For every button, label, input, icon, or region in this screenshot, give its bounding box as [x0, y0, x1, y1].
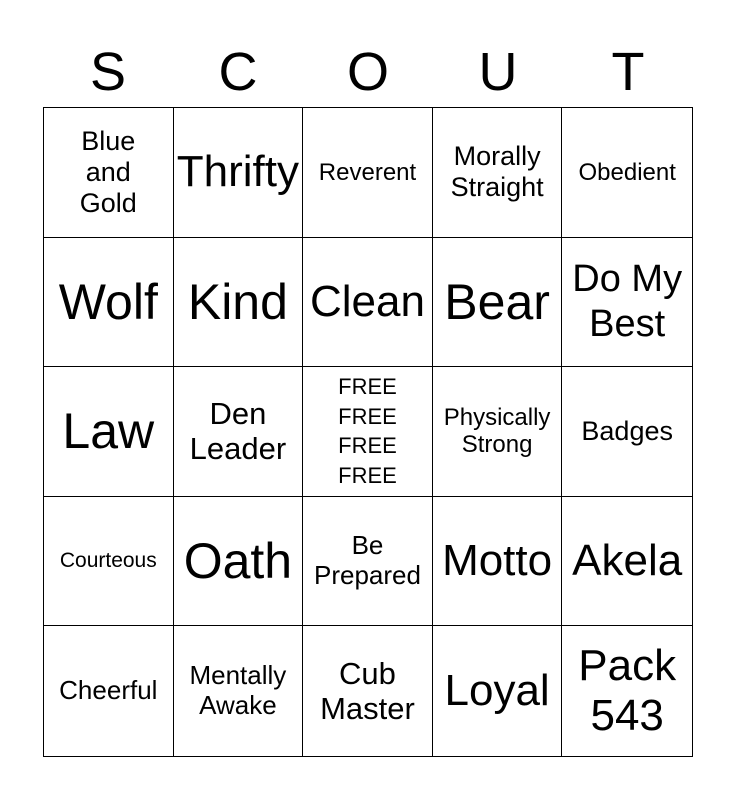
bingo-header [43, 40, 693, 104]
bingo-cell[interactable]: Physically Strong [433, 367, 563, 497]
bingo-cell[interactable]: Loyal [433, 626, 563, 756]
bingo-cell[interactable]: Do My Best [562, 238, 692, 368]
bingo-cell[interactable]: Den Leader [174, 367, 304, 497]
bingo-cell[interactable]: Obedient [562, 108, 692, 238]
header-letter-t: T [611, 42, 645, 102]
bingo-cell[interactable]: Mentally Awake [174, 626, 304, 756]
header-letter-o: O [346, 42, 389, 102]
header-letter-c: C [218, 42, 258, 102]
bingo-cell[interactable]: Oath [174, 497, 304, 627]
bingo-cell[interactable]: Morally Straight [433, 108, 563, 238]
bingo-cell[interactable]: Be Prepared [303, 497, 433, 627]
header-letter-u: U [478, 42, 518, 102]
bingo-cell[interactable]: Bear [433, 238, 563, 368]
bingo-cell[interactable]: Law [44, 367, 174, 497]
header-letter-s: S [89, 42, 127, 102]
bingo-cell[interactable]: Kind [174, 238, 304, 368]
bingo-cell[interactable]: Thrifty [174, 108, 304, 238]
bingo-cell[interactable]: Pack 543 [578, 640, 677, 741]
bingo-cell[interactable]: Blue and Gold [44, 108, 174, 238]
bingo-cell[interactable]: Clean [303, 238, 433, 368]
bingo-cell[interactable]: Reverent [303, 108, 433, 238]
bingo-cell[interactable]: Cub Master [303, 626, 433, 756]
bingo-cell[interactable]: Cheerful [44, 626, 174, 756]
bingo-cell[interactable]: Courteous [44, 497, 174, 627]
bingo-cell[interactable]: Badges [562, 367, 692, 497]
bingo-cell[interactable]: Motto [433, 497, 563, 627]
bingo-cell[interactable]: Akela [562, 497, 692, 627]
free-space-cell[interactable]: FREE FREE FREE FREE [303, 367, 433, 497]
bingo-cell[interactable]: Wolf [44, 238, 174, 368]
bingo-board [43, 107, 693, 757]
